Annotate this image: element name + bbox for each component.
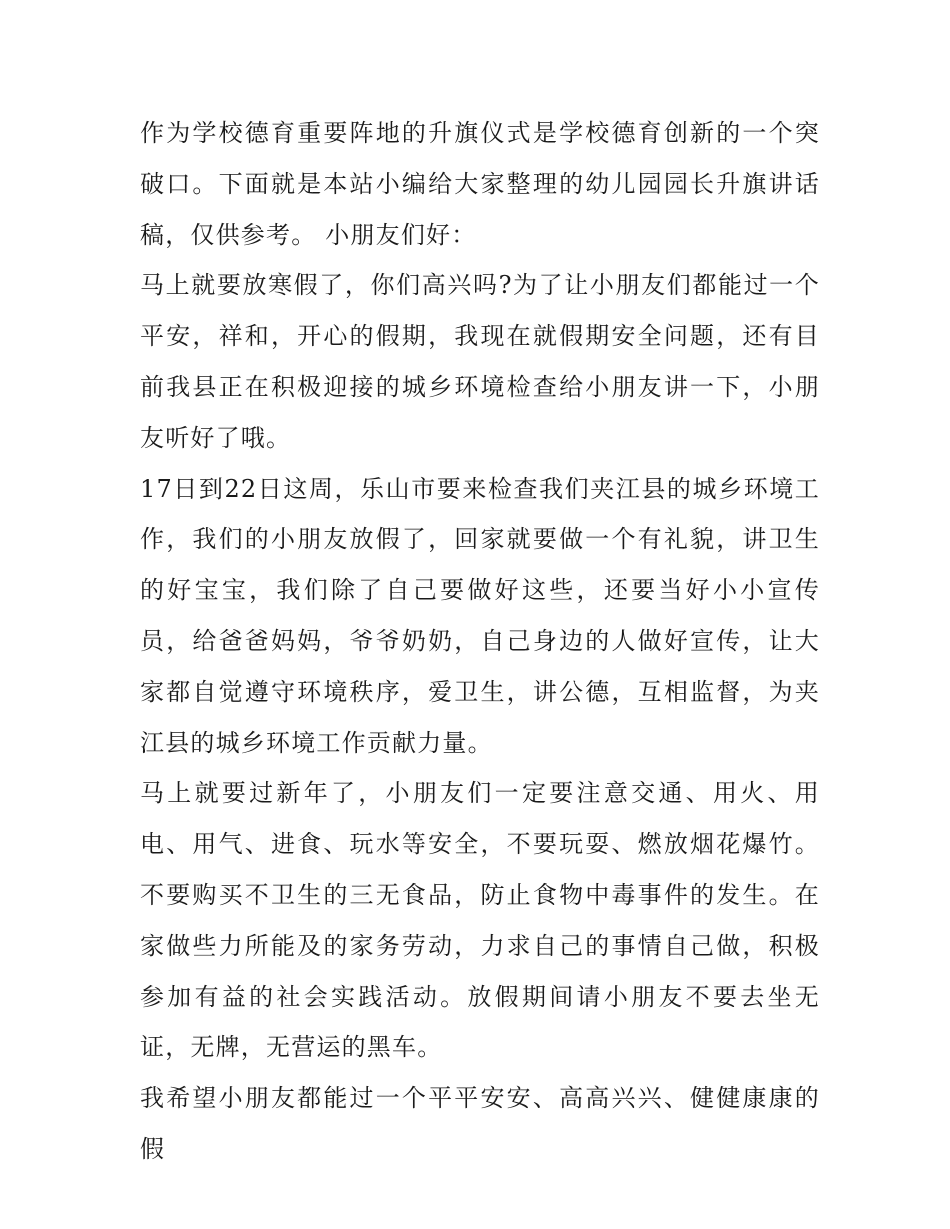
paragraph-closing-wish: 我希望小朋友都能过一个平平安安、高高兴兴、健健康康的假 <box>140 1084 820 1163</box>
paragraph-intro: 作为学校德育重要阵地的升旗仪式是学校德育创新的一个突破口。下面就是本站小编给大家整理的幼儿园园长升旗讲话稿，仅供参考。 小朋友们好： <box>140 119 820 249</box>
paragraph-winter-break: 马上就要放寒假了，你们高兴吗?为了让小朋友们都能过一个平安，祥和，开心的假期，我现在就假期安全问题，还有目前我县正在积极迎接的城乡环境检查给小朋友讲一下，小朋友听好了哦。 <box>140 271 820 452</box>
paragraph-environment-inspection: 17日到22日这周，乐山市要来检查我们夹江县的城乡环境工作，我们的小朋友放假了，回家就要做一个有礼貌，讲卫生的好宝宝，我们除了自己要做好这些，还要当好小小宣传员，给爸爸妈妈，爷爷奶奶，自己身边的人做好宣传，让大家都自觉遵守环境秩序，爱卫生，讲公德，互相监督，为夹江县的城乡环境工作贡献力量。 <box>140 474 820 757</box>
document-body <box>140 108 820 1175</box>
paragraph-new-year-safety: 马上就要过新年了，小朋友们一定要注意交通、用火、用电、用气、进食、玩水等安全，不要玩耍、燃放烟花爆竹。不要购买不卫生的三无食品，防止食物中毒事件的发生。在家做些力所能及的家务劳动，力求自己的事情自己做，积极参加有益的社会实践活动。放假期间请小朋友不要去坐无证，无牌，无营运的黑车。 <box>140 779 820 1062</box>
